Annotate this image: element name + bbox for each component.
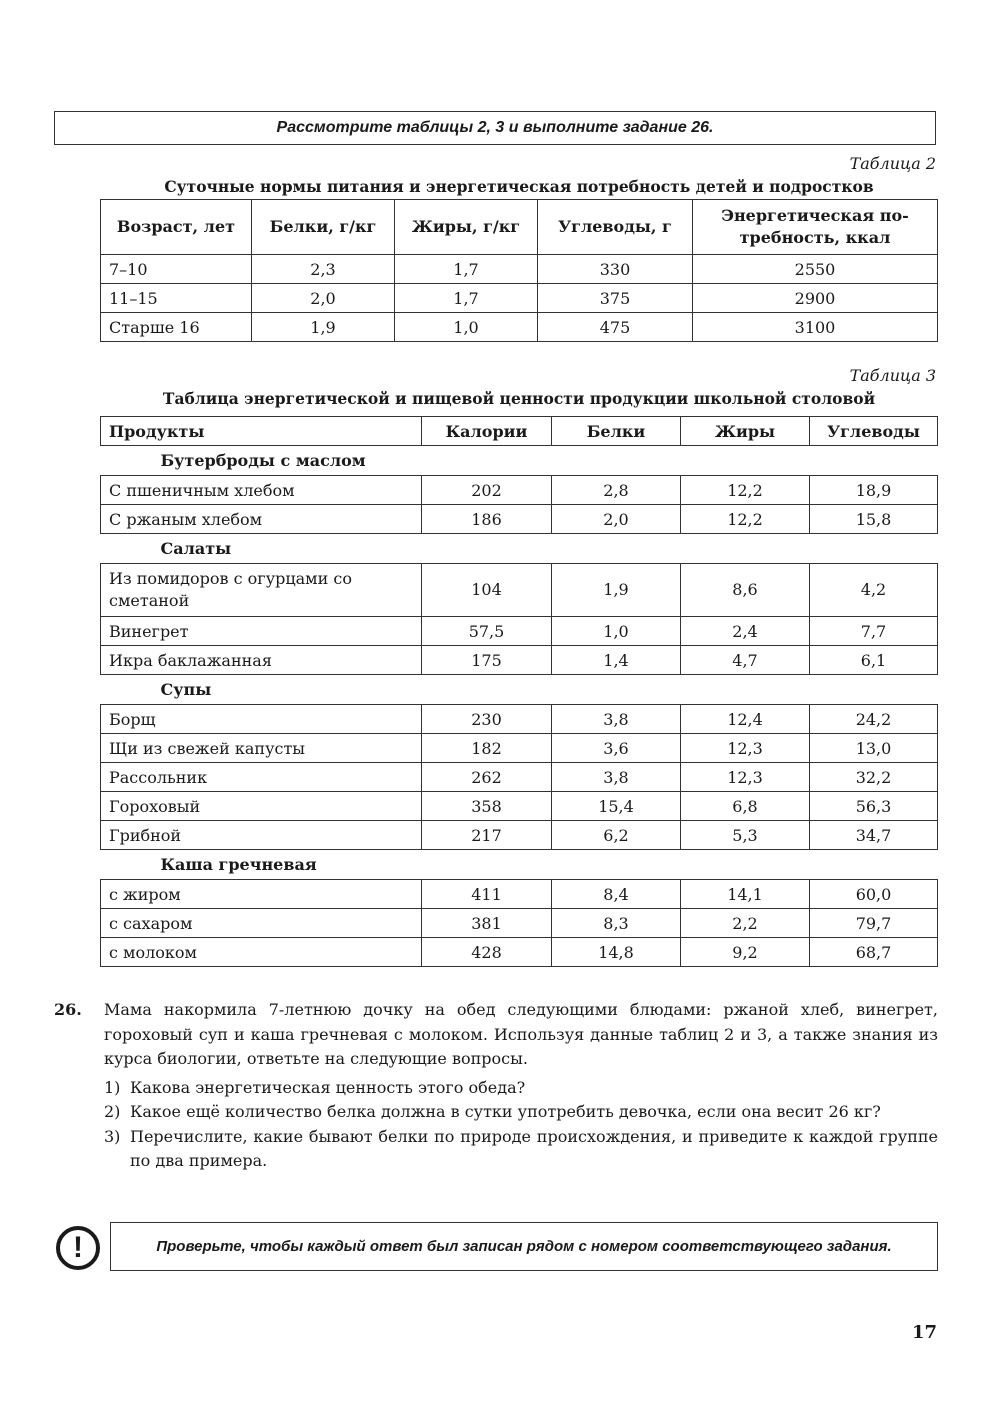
table-cell: 56,3 [810,792,938,821]
table-cell: 182 [422,734,552,763]
table-cell: 1,9 [552,564,681,617]
table-cell: 60,0 [810,880,938,909]
table-cell: 230 [422,705,552,734]
table-cell: 18,9 [810,476,938,505]
table-row [101,284,938,313]
table-row [101,255,938,284]
table-cell: 3,8 [552,763,681,792]
table-cell: 13,0 [810,734,938,763]
table-cell: С пшеничным хлебом [101,476,422,505]
table-cell: 2,0 [552,505,681,534]
table-cell: Из помидоров с огурцами со сметаной [101,564,422,617]
table-cell: 14,8 [552,938,681,967]
table-cell: Винегрет [101,617,422,646]
table-cell: 1,0 [552,617,681,646]
table-cell: 381 [422,909,552,938]
table-cell: 24,2 [810,705,938,734]
table-cell: 79,7 [810,909,938,938]
table-cell: 2550 [693,255,938,284]
question-item [104,1076,938,1101]
table-cell: 2,2 [681,909,810,938]
table3-header-cell: Углеводы [810,417,938,446]
question-text: Какое ещё количество белка должна в сутки употребить девочка, если она весит 26 кг? [130,1102,881,1121]
table-cell: 4,7 [681,646,810,675]
table-row [101,734,938,763]
table-cell: 15,8 [810,505,938,534]
task-number: 26. [54,1000,82,1019]
table-row [101,792,938,821]
table-cell: 9,2 [681,938,810,967]
table-cell: 6,1 [810,646,938,675]
table-row [101,880,938,909]
table-cell: 57,5 [422,617,552,646]
table-cell: 68,7 [810,938,938,967]
exclamation-circle-icon: ! [56,1226,100,1270]
table-row [101,821,938,850]
table2-header-cell: Углеводы, г [538,200,693,255]
table-row [101,505,938,534]
table-cell: 202 [422,476,552,505]
instruction-banner: Рассмотрите таблицы 2, 3 и выполните задание 26. [54,111,936,145]
table-cell: 4,2 [810,564,938,617]
table-cell: Старше 16 [101,313,252,342]
page-number: 17 [912,1322,938,1343]
group-row [101,675,938,705]
question-number: 2) [104,1102,121,1121]
table-cell: Рассольник [101,763,422,792]
table-cell: С ржаным хлебом [101,505,422,534]
table2-header-cell: Жиры, г/кг [395,200,538,255]
question-text: Перечислите, какие бывают белки по природе происхождения, и приведите к каждой группе по два примера. [130,1126,938,1170]
table-cell: 262 [422,763,552,792]
table-cell: 475 [538,313,693,342]
group-title: Каша гречневая [160,855,317,874]
table-cell: 2900 [693,284,938,313]
table-cell: 7–10 [101,255,252,284]
table-cell: 1,4 [552,646,681,675]
table2-header-cell: Возраст, лет [101,200,252,255]
table-cell: 330 [538,255,693,284]
table-cell: 12,4 [681,705,810,734]
question-number: 1) [104,1077,121,1097]
table2-header-row [101,200,938,255]
table-cell: 3100 [693,313,938,342]
table-cell: Борщ [101,705,422,734]
table-cell: 6,8 [681,792,810,821]
table-cell: 358 [422,792,552,821]
table-cell: 1,7 [395,255,538,284]
table2-caption: Таблица 2 [849,154,936,173]
table-cell: 12,3 [681,763,810,792]
table-cell: 2,0 [252,284,395,313]
group-row [101,850,938,880]
table-row [101,476,938,505]
table-cell: 5,3 [681,821,810,850]
table-cell: с сахаром [101,909,422,938]
table3-header-row [101,417,938,446]
table-row [101,646,938,675]
table-cell: 2,8 [552,476,681,505]
table-row [101,617,938,646]
table-cell: 6,2 [552,821,681,850]
table-cell: 8,3 [552,909,681,938]
group-row [101,446,938,476]
table-cell: 7,7 [810,617,938,646]
group-title: Салаты [160,539,232,558]
group-row [101,534,938,564]
task-26 [54,998,938,1174]
table-cell: 1,7 [395,284,538,313]
table-cell: с жиром [101,880,422,909]
table3-header-cell: Калории [422,417,552,446]
table-cell: 2,4 [681,617,810,646]
table-cell: 1,9 [252,313,395,342]
table-row [101,938,938,967]
table-cell: Икра баклажанная [101,646,422,675]
table2-header-cell: Белки, г/кг [252,200,395,255]
table-row [101,564,938,617]
group-title: Супы [160,680,212,699]
table-row [101,313,938,342]
table3-header-cell: Жиры [681,417,810,446]
warning-box: Проверьте, чтобы каждый ответ был записан рядом с номером соответствующего задания. [110,1222,938,1271]
table3-header-cell: Продукты [101,417,422,446]
task-text: Мама накормила 7-летнюю дочку на обед следующими блюдами: ржаной хлеб, винегрет, гороховый суп и каша гречневая с молоком. Используя данные таблиц 2 и 3, а также знания из курса биологии, ответьте на следующие вопросы. [104,1000,938,1068]
table-cell: 375 [538,284,693,313]
table-cell: 12,2 [681,476,810,505]
question-list [104,1076,938,1174]
table3-header-cell: Белки [552,417,681,446]
table-cell: 12,2 [681,505,810,534]
table-cell: 411 [422,880,552,909]
table-cell: Щи из свежей капусты [101,734,422,763]
table-nutrition-norms [100,199,938,342]
table-cell: 2,3 [252,255,395,284]
table-cell: 15,4 [552,792,681,821]
group-title: Бутерброды с маслом [160,451,366,470]
table-cell: с молоком [101,938,422,967]
table-cell: 428 [422,938,552,967]
table3-caption: Таблица 3 [849,366,936,385]
table-cell: 3,8 [552,705,681,734]
table-cell: 217 [422,821,552,850]
table-cell: 11–15 [101,284,252,313]
table-cell: 175 [422,646,552,675]
question-number: 3) [104,1126,121,1146]
table-cell: 8,4 [552,880,681,909]
table-cell: 104 [422,564,552,617]
table-canteen-products [100,416,938,967]
table-cell: Гороховый [101,792,422,821]
table2-header-cell: Энергетическая по- требность, ккал [693,200,938,255]
table-cell: Грибной [101,821,422,850]
table-cell: 34,7 [810,821,938,850]
table-row [101,705,938,734]
table-cell: 8,6 [681,564,810,617]
table-cell: 1,0 [395,313,538,342]
question-item [104,1100,938,1125]
table2-title: Суточные нормы питания и энергетическая потребность детей и подростков [164,177,874,196]
table3-title: Таблица энергетической и пищевой ценности продукции школьной столовой [162,389,876,408]
table-cell: 3,6 [552,734,681,763]
table-cell: 14,1 [681,880,810,909]
table-cell: 32,2 [810,763,938,792]
table-cell: 186 [422,505,552,534]
table-cell: 12,3 [681,734,810,763]
table-row [101,763,938,792]
question-item [104,1125,938,1174]
question-text: Какова энергетическая ценность этого обеда? [130,1077,526,1097]
table-row [101,909,938,938]
